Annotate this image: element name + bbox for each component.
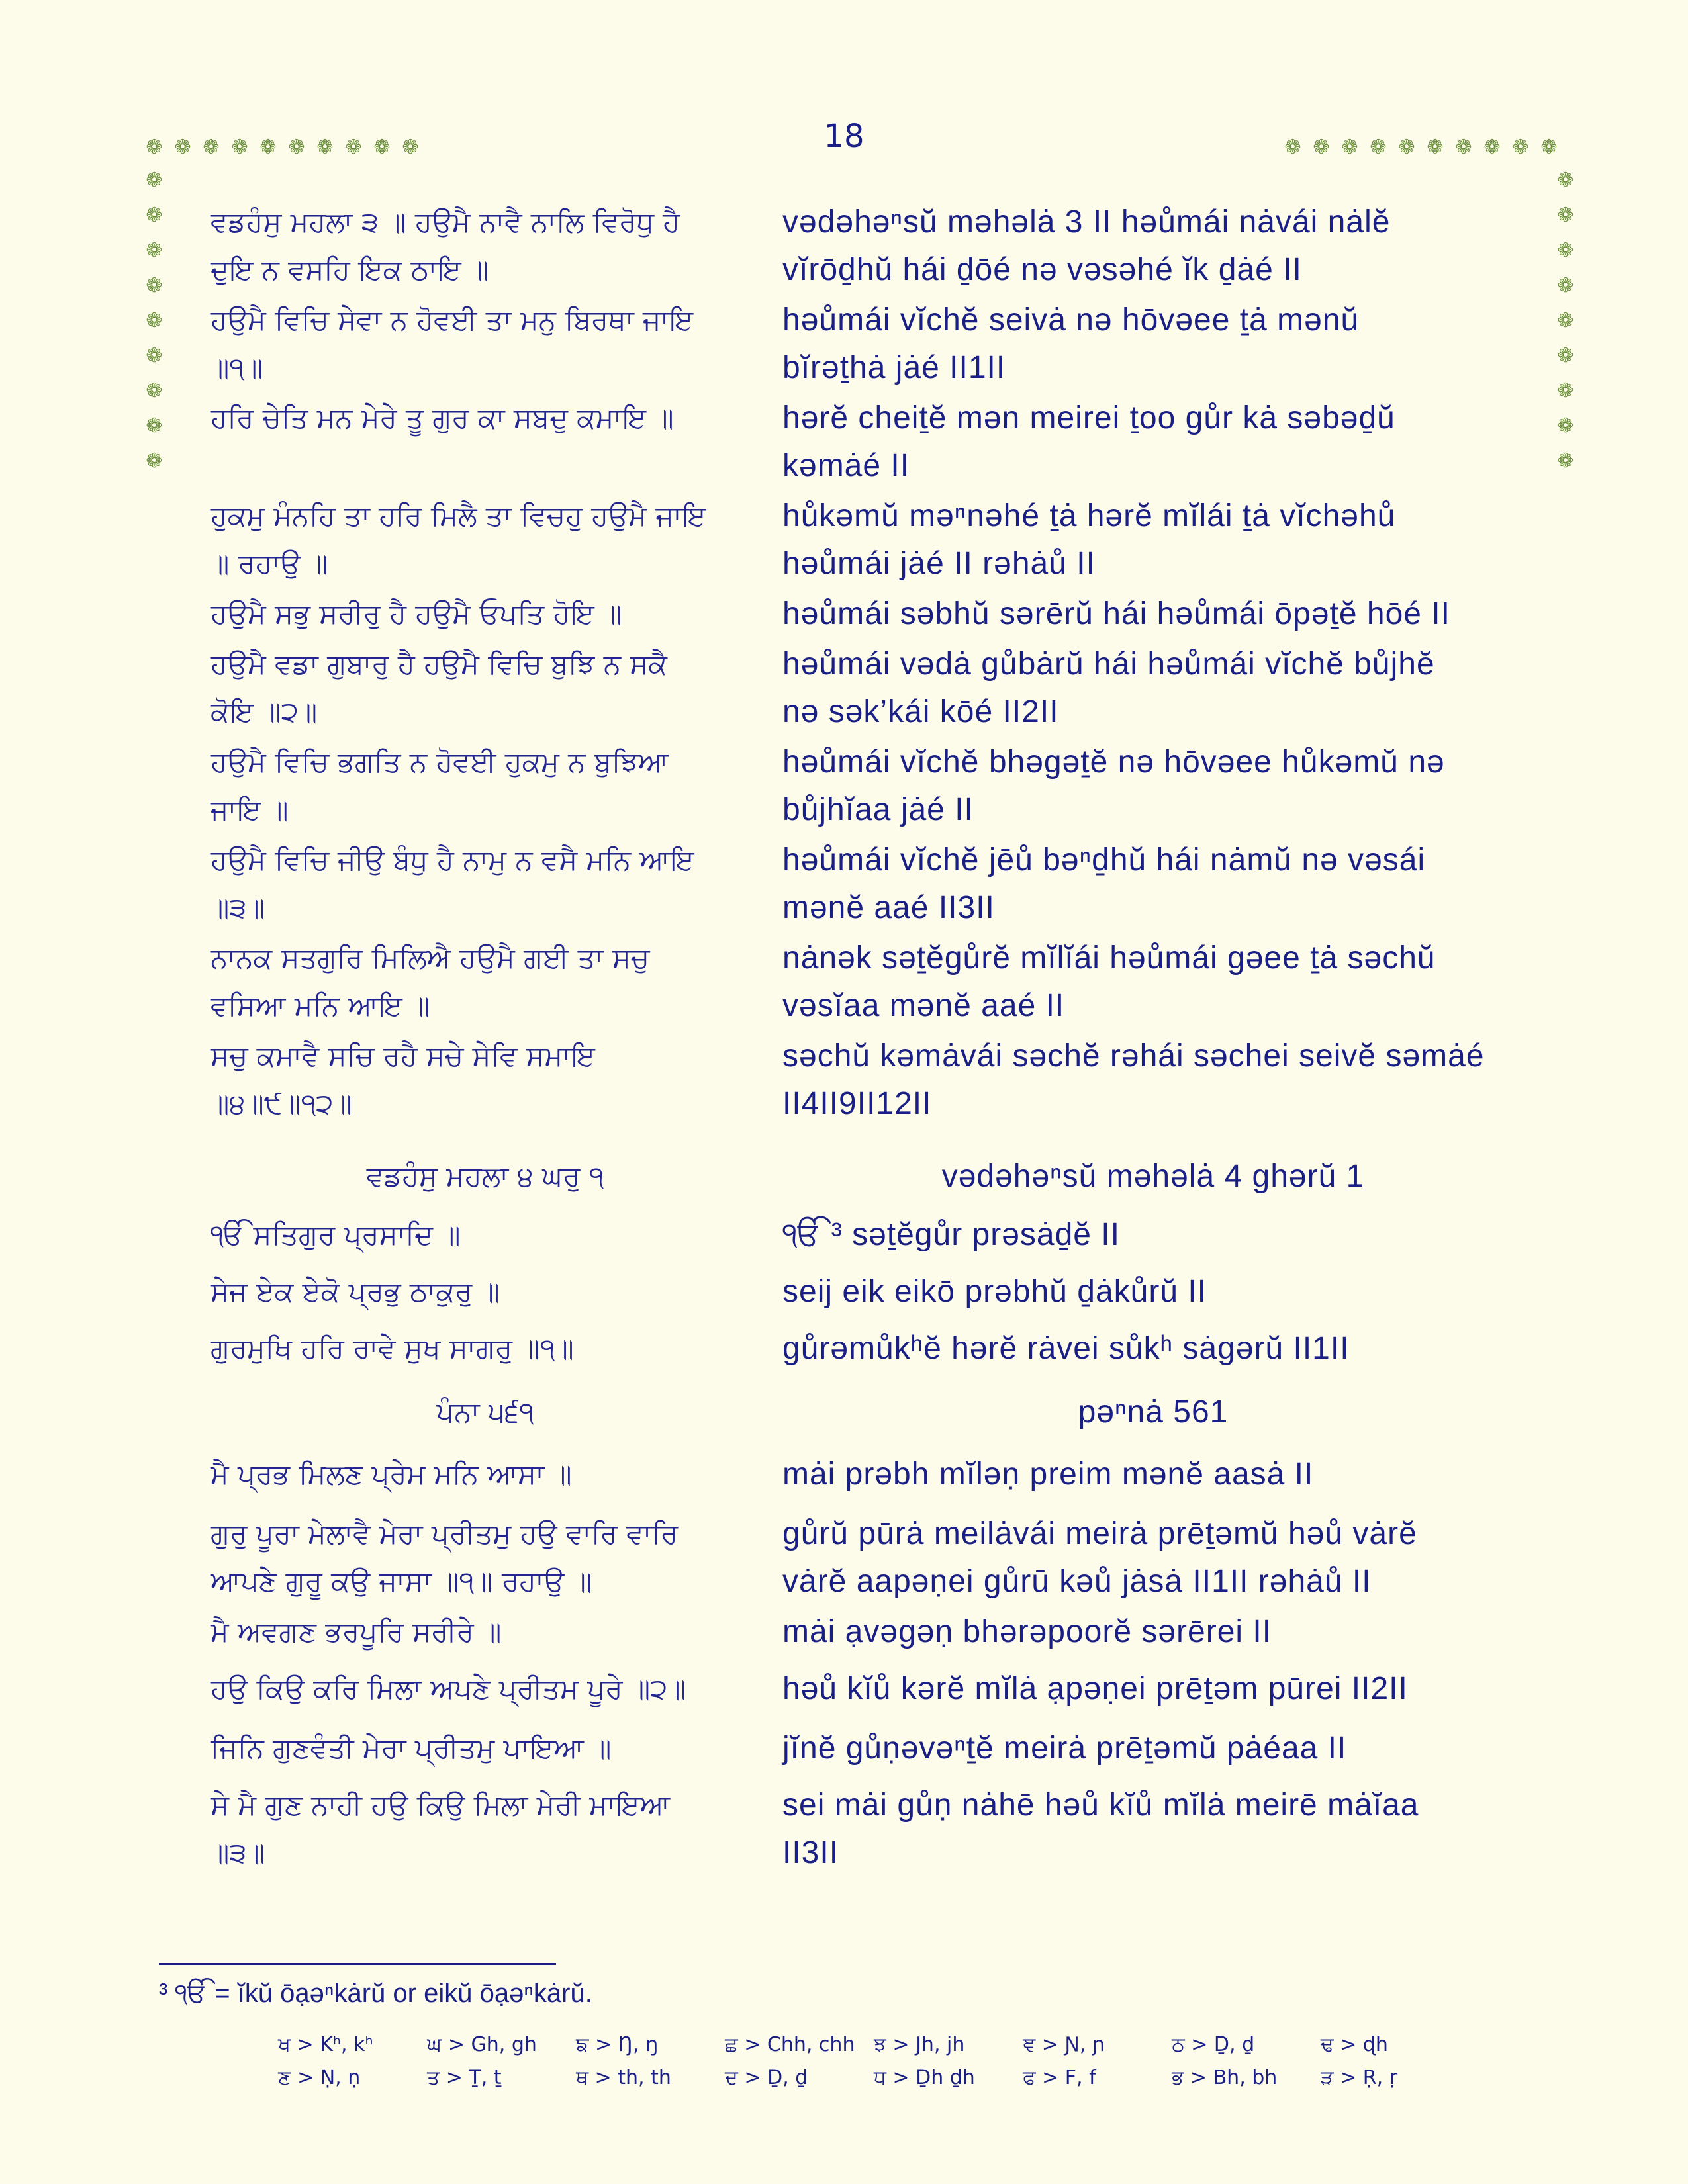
flower-ornament-icon: ❁ bbox=[146, 309, 163, 332]
page-number: 18 bbox=[823, 118, 865, 155]
gurmukhi-line: ਹਉਮੈ ਸਭੁ ਸਰੀਰੁ ਹੈ ਹਉਮੈ ਓਪਤਿ ਹੋਇ ॥ bbox=[211, 598, 622, 630]
transliteration-verse bbox=[782, 1782, 1524, 1877]
flower-ornament-icon: ❁ bbox=[1284, 136, 1301, 159]
transliteration-verse bbox=[782, 1032, 1524, 1128]
flower-ornament-icon: ❁ bbox=[1557, 239, 1574, 262]
flower-ornament-icon: ❁ bbox=[1313, 136, 1330, 159]
key-entry: ਭ > Bh, bh bbox=[1172, 2066, 1278, 2089]
gurmukhi-verse bbox=[211, 492, 760, 588]
transliteration-line: həůmái vĭchĕ seivȧ nə hōvəee ṯȧ mənŭ bbox=[782, 302, 1360, 338]
transliteration-line: nə sək’kái kōé II2II bbox=[782, 694, 1059, 729]
flower-ornament-icon: ❁ bbox=[1455, 136, 1472, 159]
gurmukhi-verse bbox=[211, 590, 760, 638]
transliteration-verse bbox=[782, 1451, 1524, 1498]
flower-ornament-icon: ❁ bbox=[1557, 274, 1574, 297]
flower-ornament-icon: ❁ bbox=[146, 449, 163, 473]
key-entry: ਞ > Ɲ, ɲ bbox=[1023, 2032, 1105, 2056]
transliteration-verse bbox=[782, 641, 1524, 736]
key-row bbox=[278, 2061, 1470, 2094]
gurmukhi-verse bbox=[211, 1211, 760, 1259]
transliteration-line: vəsĭaa mənĕ aaé II bbox=[782, 988, 1065, 1023]
gurmukhi-line: ਹਉ ਕਿਉ ਕਰਿ ਮਿਲਾ ਅਪਣੇ ਪ੍ਰੀਤਮ ਪੂਰੇ ॥੨॥ bbox=[211, 1672, 686, 1705]
flower-ornament-icon: ❁ bbox=[288, 136, 305, 159]
transliteration-line: səchŭ kəmȧvái səchĕ rəhái səchei seivĕ səmȧé bbox=[782, 1038, 1485, 1073]
flower-ornament-icon: ❁ bbox=[402, 136, 419, 159]
key-entry: ਤ > Ṯ, ṯ bbox=[427, 2066, 502, 2089]
transliteration-line: vȧrĕ aapəṇei gůrū kəů jȧsȧ II1II rəhȧů II bbox=[782, 1564, 1372, 1599]
transliteration-verse bbox=[782, 1665, 1524, 1713]
flower-ornament-icon: ❁ bbox=[1483, 136, 1501, 159]
gurmukhi-line: ਵਸਿਆ ਮਨਿ ਆਇ ॥ bbox=[211, 989, 430, 1022]
transliteration-line: həůmái səbhŭ sərērŭ hái həůmái ōpəṯĕ hōé II bbox=[782, 596, 1450, 631]
gurmukhi-line: ਨਾਨਕ ਸਤਗੁਰਿ ਮਿਲਿਐ ਹਉਮੈ ਗਈ ਤਾ ਸਚੁ bbox=[211, 942, 650, 974]
key-entry: ਖ > Kʰ, kʰ bbox=[278, 2032, 373, 2056]
transliteration-line: mənĕ aaé II3II bbox=[782, 890, 995, 925]
flower-ornament-icon: ❁ bbox=[146, 379, 163, 402]
flower-ornament-icon: ❁ bbox=[203, 136, 220, 159]
key-entry: ਥ > th, th bbox=[576, 2066, 671, 2089]
flower-ornament-icon: ❁ bbox=[146, 169, 163, 192]
transliteration-line: jĭnĕ gůṇəvəⁿṯĕ meirȧ prēṯəmŭ pȧéaa II bbox=[782, 1731, 1347, 1766]
transliteration-line: hərĕ cheiṯĕ mən meirei ṯoo gůr kȧ səbəḏŭ bbox=[782, 400, 1395, 435]
flower-ornament-icon: ❁ bbox=[316, 136, 334, 159]
gurmukhi-line: ਹਉਮੈ ਵਿਚਿ ਜੀਉ ਬੰਧੁ ਹੈ ਨਾਮੁ ਨ ਵਸੈ ਮਨਿ ਆਇ bbox=[211, 844, 694, 876]
transliteration-line: həůmái vədȧ gůbȧrŭ hái həůmái vĭchĕ bůjhĕ bbox=[782, 647, 1435, 682]
transliteration-verse bbox=[782, 739, 1524, 834]
flower-ornament-icon: ❁ bbox=[1341, 136, 1358, 159]
flower-ornament-icon: ❁ bbox=[345, 136, 362, 159]
transliteration-verse bbox=[782, 1608, 1524, 1656]
transliteration-verse bbox=[782, 1268, 1524, 1316]
flower-ornament-icon: ❁ bbox=[146, 136, 163, 159]
gurmukhi-line: ਆਪਣੇ ਗੁਰੂ ਕਉ ਜਾਸਾ ॥੧॥ ਰਹਾਉ ॥ bbox=[211, 1565, 592, 1598]
flower-ornament-icon: ❁ bbox=[259, 136, 277, 159]
flower-ornament-icon: ❁ bbox=[146, 204, 163, 227]
footnote-rule bbox=[159, 1963, 556, 1965]
gurmukhi-verse bbox=[211, 1725, 760, 1772]
flower-ornament-icon: ❁ bbox=[146, 239, 163, 262]
gurmukhi-line: ਸੇ ਮੈ ਗੁਣ ਨਾਹੀ ਹਉ ਕਿਉ ਮਿਲਾ ਮੇਰੀ ਮਾਇਆ bbox=[211, 1789, 671, 1821]
gurmukhi-line: ਦੁਇ ਨ ਵਸਹਿ ਇਕ ਠਾਇ ॥ bbox=[211, 253, 489, 286]
gurmukhi-verse bbox=[211, 641, 760, 736]
gurmukhi-line: ਹਉਮੈ ਵਿਚਿ ਭਗਤਿ ਨ ਹੋਵਈ ਹੁਕਮੁ ਨ ਬੁਝਿਆ bbox=[211, 746, 669, 778]
transliteration-verse bbox=[782, 934, 1524, 1030]
transliteration-line: gůrəmůkʰĕ hərĕ rȧvei sůkʰ sȧgərŭ II1II bbox=[782, 1331, 1350, 1366]
gurmukhi-verse bbox=[211, 296, 760, 392]
gurmukhi-heading: ਵਡਹੰਸੁ ਮਹਲਾ ੪ ਘਰੁ ੧ bbox=[366, 1160, 604, 1193]
gurmukhi-line: ਕੋਇ ॥੨॥ bbox=[211, 696, 318, 728]
transliteration-verse bbox=[782, 394, 1524, 490]
transliteration-line: həůmái jȧé II rəhȧů II bbox=[782, 546, 1096, 581]
gurmukhi-line: ਗੁਰਮੁਖਿ ਹਰਿ ਰਾਵੇ ਸੁਖ ਸਾਗਰੁ ॥੧॥ bbox=[211, 1332, 574, 1365]
gurmukhi-verse bbox=[211, 199, 760, 294]
transliteration-line: vədəhəⁿsŭ məhəlȧ 3 II həůmái nȧvái nȧlĕ bbox=[782, 205, 1391, 240]
gurmukhi-line: ॥ ਰਹਾਉ ॥ bbox=[211, 547, 328, 580]
transliteration-line: gůrŭ pūrȧ meilȧvái meirȧ prēṯəmŭ həů vȧrĕ bbox=[782, 1516, 1417, 1551]
gurmukhi-line: ਸੇਜ ਏਕ ਏਕੋ ਪ੍ਰਭੁ ਠਾਕੁਰੁ ॥ bbox=[211, 1275, 500, 1308]
transliteration-verse bbox=[782, 492, 1524, 588]
gurmukhi-line: ੴ ਸਤਿਗੁਰ ਪ੍ਰਸਾਦਿ ॥ bbox=[211, 1218, 461, 1251]
transliteration-line: mȧi prəbh mĭləṇ preim mənĕ aasȧ II bbox=[782, 1457, 1314, 1492]
transliteration-verse bbox=[782, 1325, 1524, 1373]
transliteration-line: sei mȧi gůṇ nȧhē həů kĭů mĭlȧ meirē mȧĭaa bbox=[782, 1788, 1419, 1823]
transliteration-line: kəmȧé II bbox=[782, 448, 910, 483]
flower-ornament-icon: ❁ bbox=[1557, 204, 1574, 227]
transliteration-line: nȧnək səṯĕgůrĕ mĭlĭái həůmái gəee ṯȧ səchŭ bbox=[782, 940, 1436, 976]
flower-ornament-icon: ❁ bbox=[231, 136, 248, 159]
transliteration-line: həů kĭů kərĕ mĭlȧ ạpəṇei prēṯəm pūrei II2II bbox=[782, 1671, 1408, 1706]
gurmukhi-verse bbox=[211, 837, 760, 932]
transliteration-verse bbox=[782, 296, 1524, 392]
gurmukhi-line: ॥੩॥ bbox=[211, 1837, 265, 1869]
flower-ornament-icon: ❁ bbox=[1398, 136, 1415, 159]
transliteration-verse bbox=[782, 1725, 1524, 1772]
transliteration-heading: pəⁿnȧ 561 bbox=[1078, 1394, 1229, 1430]
flower-ornament-icon: ❁ bbox=[1557, 344, 1574, 367]
key-entry: ਘ > Gh, gh bbox=[427, 2032, 537, 2056]
key-entry: ਫ > F, f bbox=[1023, 2066, 1096, 2089]
key-entry: ਢ > ɖh bbox=[1321, 2032, 1388, 2056]
transliteration-verse bbox=[782, 1211, 1524, 1259]
gurmukhi-verse bbox=[211, 394, 760, 442]
transliteration-line: mȧi ạvəgəṇ bhərəpoorĕ sərērei II bbox=[782, 1614, 1272, 1649]
flower-ornament-icon: ❁ bbox=[1557, 449, 1574, 473]
transliteration-verse bbox=[782, 199, 1524, 294]
flower-ornament-icon: ❁ bbox=[1427, 136, 1444, 159]
gurmukhi-line: ਜਾਇ ॥ bbox=[211, 794, 289, 826]
gurmukhi-line: ਹੁਕਮੁ ਮੰਨਹਿ ਤਾ ਹਰਿ ਮਿਲੈ ਤਾ ਵਿਚਹੁ ਹਉਮੈ ਜਾਇ bbox=[211, 500, 706, 532]
gurmukhi-line: ਜਿਨਿ ਗੁਣਵੰਤੀ ਮੇਰਾ ਪ੍ਰੀਤਮੁ ਪਾਇਆ ॥ bbox=[211, 1732, 612, 1764]
transliteration-line: II3II bbox=[782, 1835, 839, 1870]
gurmukhi-line: ਮੈ ਪ੍ਰਭ ਮਿਲਣ ਪ੍ਰੇਮ ਮਨਿ ਆਸਾ ॥ bbox=[211, 1458, 572, 1490]
gurmukhi-verse bbox=[211, 1268, 760, 1316]
key-row bbox=[278, 2028, 1470, 2061]
flower-ornament-icon: ❁ bbox=[146, 344, 163, 367]
gurmukhi-line: ਹਉਮੈ ਵਡਾ ਗੁਬਾਰੁ ਹੈ ਹਉਮੈ ਵਿਚਿ ਬੁਝਿ ਨ ਸਕੈ bbox=[211, 648, 667, 680]
footnote: ³ ੴ = ĭkŭ ōạəⁿkȧrŭ or eikŭ ōạəⁿkȧrŭ. bbox=[159, 1979, 592, 2008]
transliteration-verse bbox=[782, 837, 1524, 932]
key-entry: ਣ > Ṇ, ṇ bbox=[278, 2066, 361, 2089]
flower-ornament-icon: ❁ bbox=[146, 274, 163, 297]
key-entry: ਧ > Ḏh ḏh bbox=[874, 2066, 975, 2089]
transliteration-heading: vədəhəⁿsŭ məhəlȧ 4 ghərŭ 1 bbox=[941, 1159, 1365, 1194]
key-entry: ੜ > Ṛ, ṛ bbox=[1321, 2066, 1398, 2089]
gurmukhi-line: ਗੁਰੁ ਪੂਰਾ ਮੇਲਾਵੈ ਮੇਰਾ ਪ੍ਰੀਤਮੁ ਹਉ ਵਾਰਿ ਵਾਰਿ bbox=[211, 1518, 679, 1550]
transliteration-line: vĭrōḏhŭ hái ḏōé nə vəsəhé ĭk ḏȧé II bbox=[782, 252, 1302, 287]
gurmukhi-heading: ਪੰਨਾ ੫੬੧ bbox=[436, 1396, 534, 1428]
gurmukhi-line: ॥੩॥ bbox=[211, 891, 265, 924]
flower-ornament-icon: ❁ bbox=[1557, 169, 1574, 192]
gurmukhi-verse bbox=[211, 1451, 760, 1498]
flower-ornament-icon: ❁ bbox=[146, 414, 163, 437]
gurmukhi-verse bbox=[211, 1325, 760, 1373]
gurmukhi-line: ਸਚੁ ਕਮਾਵੈ ਸਚਿ ਰਹੈ ਸਚੇ ਸੇਵਿ ਸਮਾਇ bbox=[211, 1040, 595, 1072]
gurmukhi-line: ॥੪॥੯॥੧੨॥ bbox=[211, 1087, 352, 1120]
transliteration-line: həůmái vĭchĕ bhəgəṯĕ nə hōvəee hůkəmŭ nə bbox=[782, 745, 1445, 780]
key-entry: ਝ > Jh, jh bbox=[874, 2032, 965, 2056]
transliteration-line: bĭrəṯhȧ jȧé II1II bbox=[782, 350, 1006, 385]
flower-ornament-icon: ❁ bbox=[1557, 309, 1574, 332]
flower-ornament-icon: ❁ bbox=[1557, 379, 1574, 402]
gurmukhi-line: ਹਰਿ ਚੇਤਿ ਮਨ ਮੇਰੇ ਤੂ ਗੁਰ ਕਾ ਸਬਦੁ ਕਮਾਇ ॥ bbox=[211, 402, 674, 434]
flower-ornament-icon: ❁ bbox=[1512, 136, 1529, 159]
gurmukhi-verse bbox=[211, 1032, 760, 1128]
transliteration-line: bůjhĭaa jȧé II bbox=[782, 792, 974, 827]
key-entry: ਦ > Ḏ, ḏ bbox=[725, 2066, 808, 2089]
gurmukhi-verse bbox=[211, 1782, 760, 1877]
key-entry: ਙ > Ŋ, ŋ bbox=[576, 2032, 659, 2056]
gurmukhi-verse bbox=[211, 1665, 760, 1713]
gurmukhi-verse bbox=[211, 1510, 760, 1606]
flower-ornament-icon: ❁ bbox=[1557, 414, 1574, 437]
key-entry: ਛ > Chh, chh bbox=[725, 2032, 855, 2056]
gurmukhi-line: ਮੈ ਅਵਗਣ ਭਰਪੂਰਿ ਸਰੀਰੇ ॥ bbox=[211, 1615, 502, 1648]
gurmukhi-verse bbox=[211, 1608, 760, 1656]
transliteration-line: seij eik eikō prəbhŭ ḏȧkůrŭ II bbox=[782, 1274, 1207, 1309]
key-entry: ਠ > Ḏ, ḏ bbox=[1172, 2032, 1255, 2056]
gurmukhi-line: ਹਉਮੈ ਵਿਚਿ ਸੇਵਾ ਨ ਹੋਵਈ ਤਾ ਮਨੁ ਬਿਰਥਾ ਜਾਇ bbox=[211, 304, 693, 336]
gurmukhi-line: ॥੧॥ bbox=[211, 351, 263, 384]
gurmukhi-verse bbox=[211, 934, 760, 1030]
flower-ornament-icon: ❁ bbox=[373, 136, 391, 159]
gurmukhi-line: ਵਡਹੰਸੁ ਮਹਲਾ ੩ ॥ ਹਉਮੈ ਨਾਵੈ ਨਾਲਿ ਵਿਰੋਧੁ ਹੈ bbox=[211, 206, 680, 238]
flower-ornament-icon: ❁ bbox=[174, 136, 191, 159]
transliteration-key bbox=[278, 2028, 1470, 2094]
transliteration-verse bbox=[782, 1510, 1524, 1606]
flower-ornament-icon: ❁ bbox=[1540, 136, 1558, 159]
transliteration-verse bbox=[782, 590, 1524, 638]
transliteration-line: hůkəmŭ məⁿnəhé ṯȧ hərĕ mĭlái ṯȧ vĭchəhů bbox=[782, 498, 1396, 533]
transliteration-line: həůmái vĭchĕ jēů bəⁿḏhŭ hái nȧmŭ nə vəsái bbox=[782, 842, 1426, 878]
transliteration-line: ੴ ³ səṯĕgůr prəsȧḏĕ II bbox=[782, 1217, 1120, 1252]
transliteration-line: II4II9II12II bbox=[782, 1086, 932, 1121]
flower-ornament-icon: ❁ bbox=[1370, 136, 1387, 159]
gurmukhi-verse bbox=[211, 739, 760, 834]
